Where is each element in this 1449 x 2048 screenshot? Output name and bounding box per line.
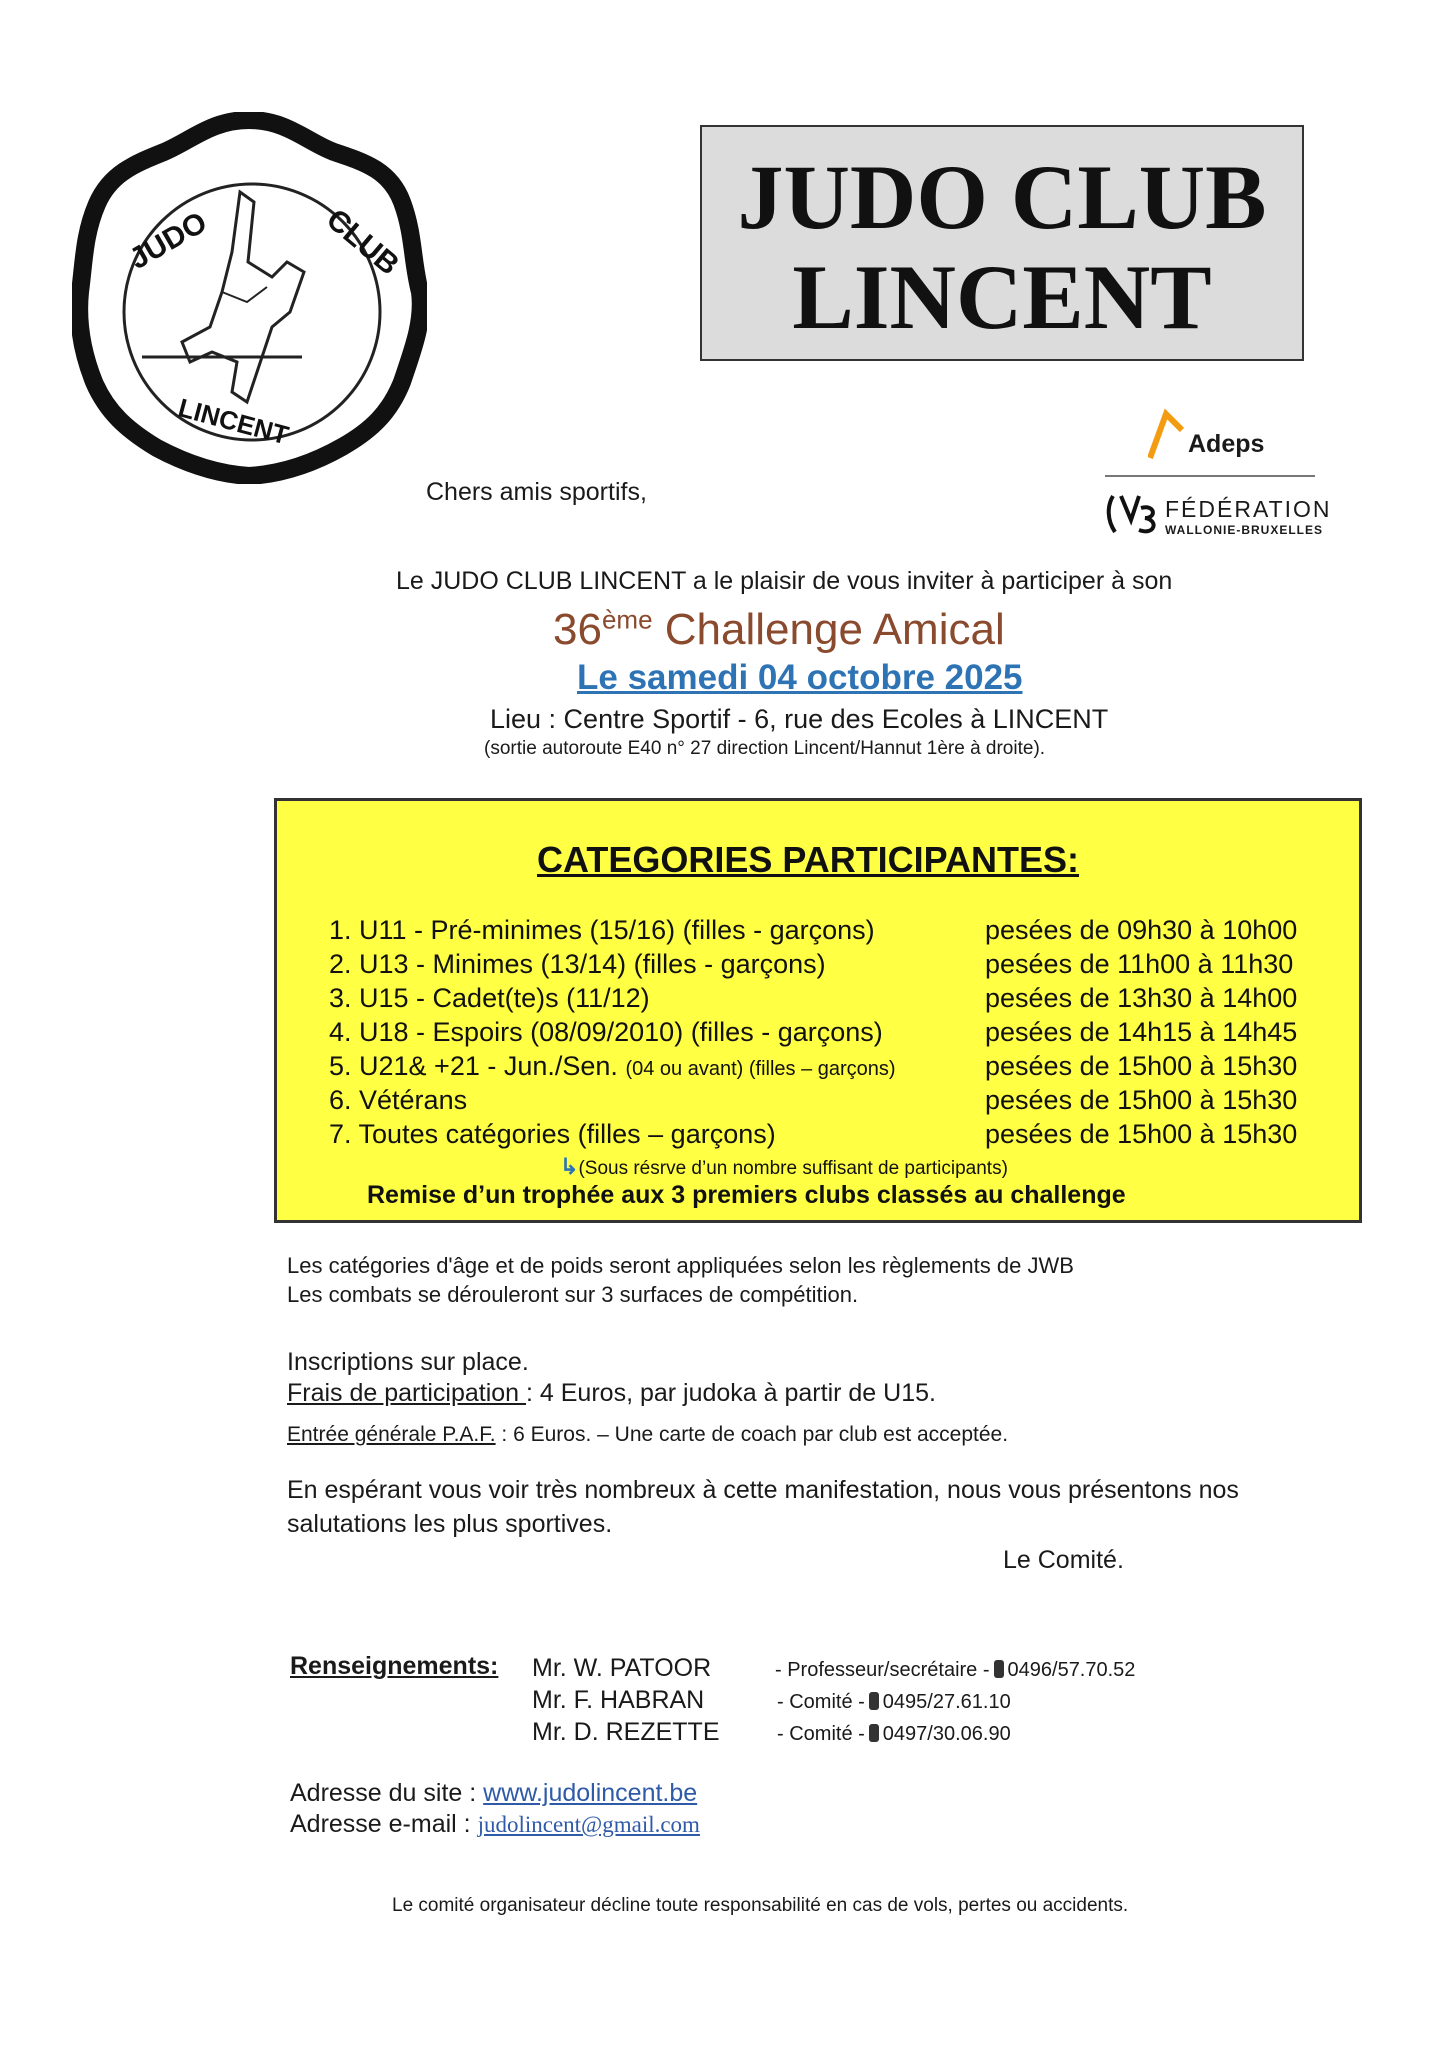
contact-detail: - Comité - 0495/27.61.10 [777,1691,1011,1713]
disclaimer: Le comité organisateur décline toute responsabilité en cas de vols, pertes ou accidents. [392,1895,1129,1916]
website-line: Adresse du site : www.judolincent.be [290,1779,698,1807]
category-label: 4. U18 - Espoirs (08/09/2010) (filles - garçons) [329,1017,883,1047]
greeting: Chers amis sportifs, [426,478,647,506]
signature: Le Comité. [1003,1546,1124,1574]
title-box [700,125,1304,361]
category-label: 3. U15 - Cadet(te)s (11/12) [329,983,650,1013]
website-link[interactable]: www.judolincent.be [483,1779,698,1807]
category-label: 2. U13 - Minimes (13/14) (filles - garçons) [329,949,826,979]
entry-fee: Entrée générale P.A.F. : 6 Euros. – Une carte de coach par club est acceptée. [287,1423,1009,1446]
challenge-name: Challenge Amical [664,605,1005,654]
club-logo [72,112,427,484]
rules-line-2: Les combats se dérouleront sur 3 surfaces de compétition. [287,1282,859,1307]
rules-line-1: Les catégories d'âge et de poids seront appliquées selon les règlements de JWB [287,1253,1074,1278]
contacts-label: Renseignements: [290,1652,499,1680]
logo-word-club: CLUB [320,202,406,282]
challenge-suffix: ème [601,604,653,635]
federation-sub-label: WALLONIE-BRUXELLES [1165,523,1323,537]
trophy-note: Remise d’un trophée aux 3 premiers clubs classés au challenge [367,1181,1126,1209]
contact-detail: - Professeur/secrétaire - 0496/57.70.52 [775,1659,1136,1681]
venue-directions: (sortie autoroute E40 n° 27 direction Lincent/Hannut 1ère à droite). [484,738,1046,759]
inscriptions: Inscriptions sur place. [287,1348,529,1376]
federation-label: FÉDÉRATION [1165,496,1332,522]
challenge-title [553,604,1005,656]
weigh-in-time: pesées de 14h15 à 14h45 [985,1017,1298,1047]
closing-line-1: En espérant vous voir très nombreux à cette manifestation, nous vous présentons nos [287,1476,1239,1504]
category-label: 6. Vétérans [329,1085,468,1115]
arrow-right-icon: ↳ [560,1154,579,1179]
phone-icon [994,1660,1004,1678]
categories-box [274,798,1362,1223]
email-link[interactable]: judolincent@gmail.com [477,1812,700,1837]
weigh-in-time: pesées de 11h00 à 11h30 [985,949,1294,979]
weigh-in-time: pesées de 09h30 à 10h00 [985,915,1298,945]
adeps-label: Adeps [1188,430,1265,458]
weigh-in-time: pesées de 15h00 à 15h30 [985,1051,1298,1081]
federation-logo [1105,490,1332,540]
weigh-in-time: pesées de 13h30 à 14h00 [985,983,1298,1013]
fwb-mark-icon [1105,490,1161,538]
title-line-1: JUDO CLUB [737,146,1267,248]
intro-text: Le JUDO CLUB LINCENT a le plaisir de vous inviter à participer à son [396,567,1173,595]
categories-note: ↳(Sous résrve d’un nombre suffisant de participants) [560,1154,1008,1179]
weigh-in-time: pesées de 15h00 à 15h30 [985,1119,1298,1149]
logo-word-lincent: LINCENT [175,392,292,451]
contact-name: Mr. D. REZETTE [532,1718,720,1746]
weigh-in-time: pesées de 15h00 à 15h30 [985,1085,1298,1115]
contact-name: Mr. F. HABRAN [532,1686,705,1714]
category-label: 7. Toutes catégories (filles – garçons) [329,1119,776,1149]
participation-fee: Frais de participation : 4 Euros, par judoka à partir de U15. [287,1379,936,1407]
phone-icon [869,1692,879,1710]
sponsor-divider [1105,475,1315,477]
adeps-logo [1148,408,1318,460]
email-line: Adresse e-mail : judolincent@gmail.com [290,1810,700,1838]
title-line-2: LINCENT [792,246,1212,348]
closing-line-2: salutations les plus sportives. [287,1510,613,1538]
contact-detail: - Comité - 0497/30.06.90 [777,1723,1011,1745]
phone-icon [869,1724,879,1742]
venue: Lieu : Centre Sportif - 6, rue des Ecoles à LINCENT [490,704,1109,734]
category-label: 5. U21& +21 - Jun./Sen. (04 ou avant) (filles – garçons) [329,1051,896,1081]
challenge-number: 36 [553,605,602,654]
category-label: 1. U11 - Pré-minimes (15/16) (filles - garçons) [329,915,875,945]
contact-name: Mr. W. PATOOR [532,1654,712,1682]
event-date: Le samedi 04 octobre 2025 [577,658,1023,697]
adeps-mark-icon [1148,408,1188,460]
logo-word-judo: JUDO [123,205,213,276]
categories-title: CATEGORIES PARTICIPANTES: [537,839,1080,880]
